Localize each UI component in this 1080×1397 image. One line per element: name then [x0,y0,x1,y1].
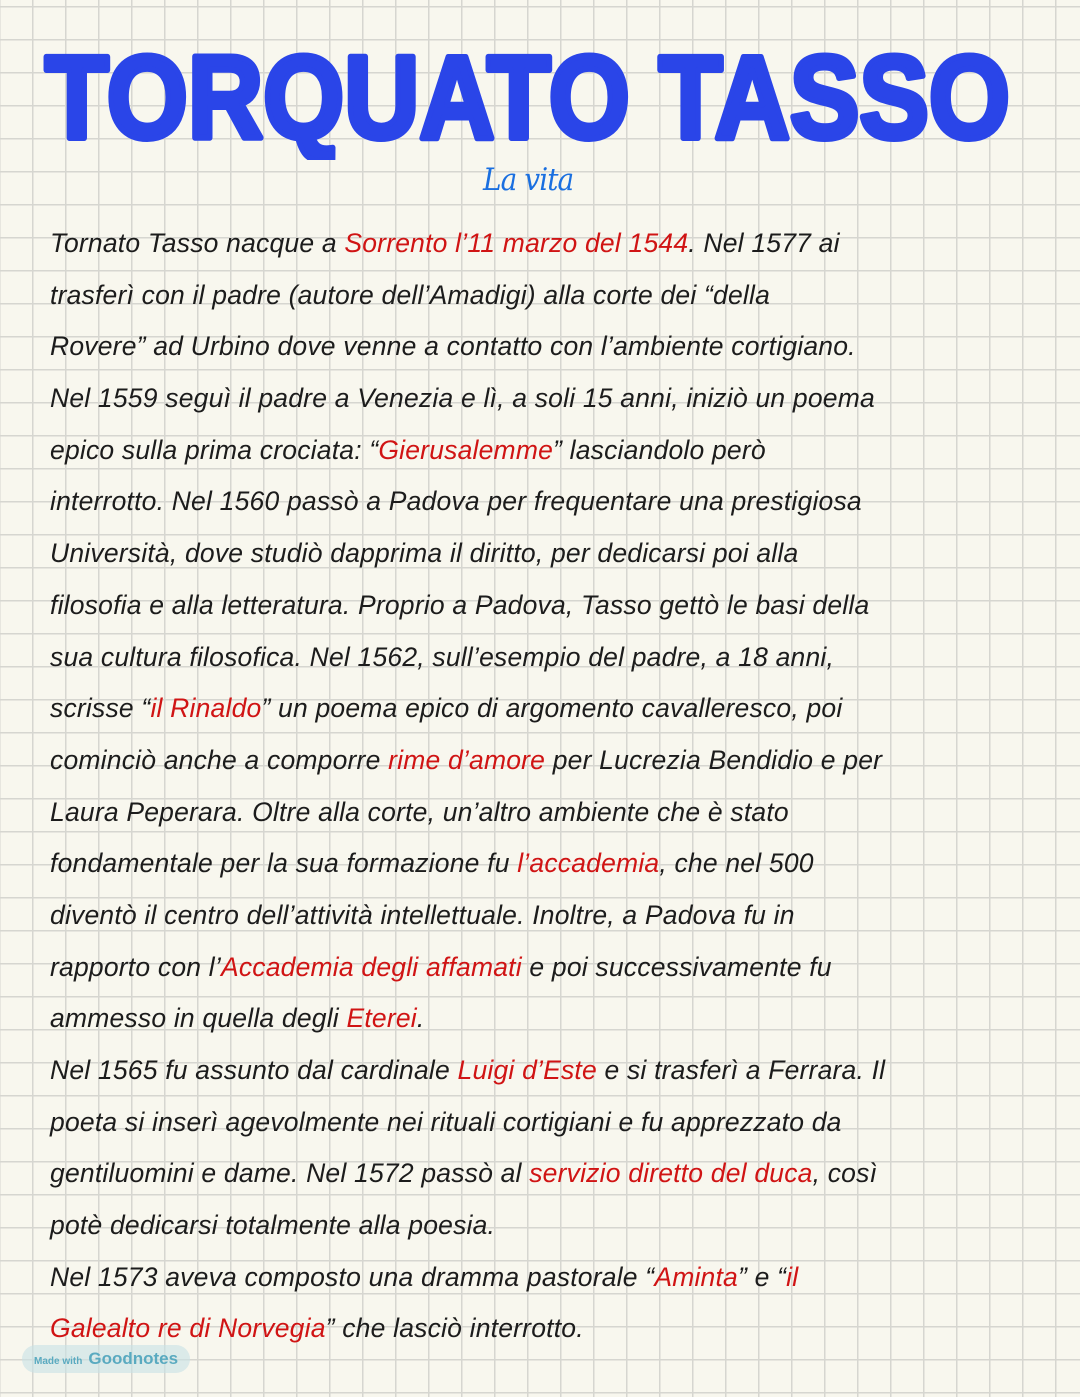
text-segment: ” che lasciò interrotto. [325,1313,584,1344]
text-segment: . [416,1003,425,1034]
text-line [50,636,885,688]
text-segment: Tornato Tasso nacque a [50,228,345,258]
highlighted-text: l’accademia [517,848,660,879]
text-segment: epico sulla prima crociata: “ [50,434,379,465]
text-line [50,274,885,326]
text-segment: e si trasferì a Ferrara. Il [596,1055,886,1085]
text-line [50,325,885,377]
text-segment: gentiluomini e dame. Nel 1572 passò al [50,1158,530,1189]
highlighted-text: Aminta [654,1261,738,1292]
text-segment: Rovere” ad Urbino dove venne a contatto con l’ambiente cortigiano. [50,331,856,362]
text-segment: cominciò anche a comporre [50,744,389,775]
text-segment: poeta si inserì agevolmente nei rituali cortigiani e fu apprezzato da [50,1106,842,1137]
text-segment: rapporto con l’ [50,951,221,982]
text-segment: . Nel 1577 ai [688,228,840,258]
text-segment: e poi successivamente fu [521,951,832,982]
text-segment: sua cultura filosofica. Nel 1562, sull’esempio del padre, a 18 anni, [50,641,835,672]
text-segment: scrisse “ [50,693,151,724]
text-line [50,1152,885,1204]
text-segment: interrotto. Nel 1560 passò a Padova per frequentare una prestigiosa [50,486,862,517]
watermark-made-with: Made with [34,1356,83,1367]
text-segment: Università, dove studiò dapprima il diritto, per dedicarsi poi alla [50,538,799,569]
highlighted-text: Accademia degli affamati [220,951,522,982]
text-line [50,997,885,1049]
text-line [50,1101,885,1153]
text-line [50,222,885,274]
text-segment: ” e “ [738,1261,787,1292]
highlighted-text: rime d’amore [388,744,546,775]
highlighted-text: il [786,1261,799,1292]
text-segment: ” lasciandolo però [553,434,766,465]
text-segment: Nel 1565 fu assunto dal cardinale [50,1055,458,1085]
text-segment: Nel 1573 aveva composto una dramma pastorale “ [50,1261,655,1292]
text-segment: fondamentale per la sua formazione fu [50,848,518,879]
text-segment: per Lucrezia Bendidio e per [545,744,883,775]
text-line [50,894,885,946]
highlighted-text: servizio diretto del duca [529,1158,813,1189]
highlighted-text: Sorrento l’11 marzo del 1544 [344,228,689,258]
text-segment: ammesso in quella degli [50,1003,347,1034]
title-text: TORQUATO TASSO [45,32,1010,160]
text-segment: , così [812,1158,878,1189]
watermark-brand: Goodnotes [88,1349,179,1368]
highlighted-text: il Rinaldo [150,693,262,724]
text-segment: potè dedicarsi totalmente alla poesia. [50,1210,496,1241]
highlighted-text: Eterei [346,1003,417,1034]
text-segment: trasferì con il padre (autore dell’Amadigi) alla corte dei “della [50,279,771,310]
text-segment: filosofia e alla letteratura. Proprio a Padova, Tasso gettò le basi della [50,589,870,620]
highlighted-text: Galealto re di Norvegia [50,1313,326,1344]
text-line [50,532,885,584]
text-line [50,584,885,636]
text-segment: , che nel 500 [659,848,814,879]
text-line [50,842,885,894]
subtitle: La vita [483,162,574,198]
text-line [50,1204,885,1256]
body-text [50,222,885,1359]
text-line [50,946,885,998]
text-line [50,1049,885,1101]
text-segment: Nel 1559 seguì il padre a Venezia e lì, a soli 15 anni, iniziò un poema [50,383,875,414]
text-segment: Laura Peperara. Oltre alla corte, un’altro ambiente che è stato [50,796,789,827]
highlighted-text: Luigi d’Este [457,1055,597,1085]
text-line [50,1256,885,1308]
goodnotes-watermark [22,1345,190,1373]
text-line [50,687,885,739]
text-line [50,791,885,843]
text-line [50,377,885,429]
text-line [50,480,885,532]
text-segment: diventò il centro dell’attività intellettuale. Inoltre, a Padova fu in [50,899,795,930]
highlighted-text: Gierusalemme [378,434,554,465]
text-line [50,429,885,481]
text-segment: ” un poema epico di argomento cavalleresco, poi [261,693,843,724]
text-line [50,739,885,791]
page-title [0,20,1080,160]
